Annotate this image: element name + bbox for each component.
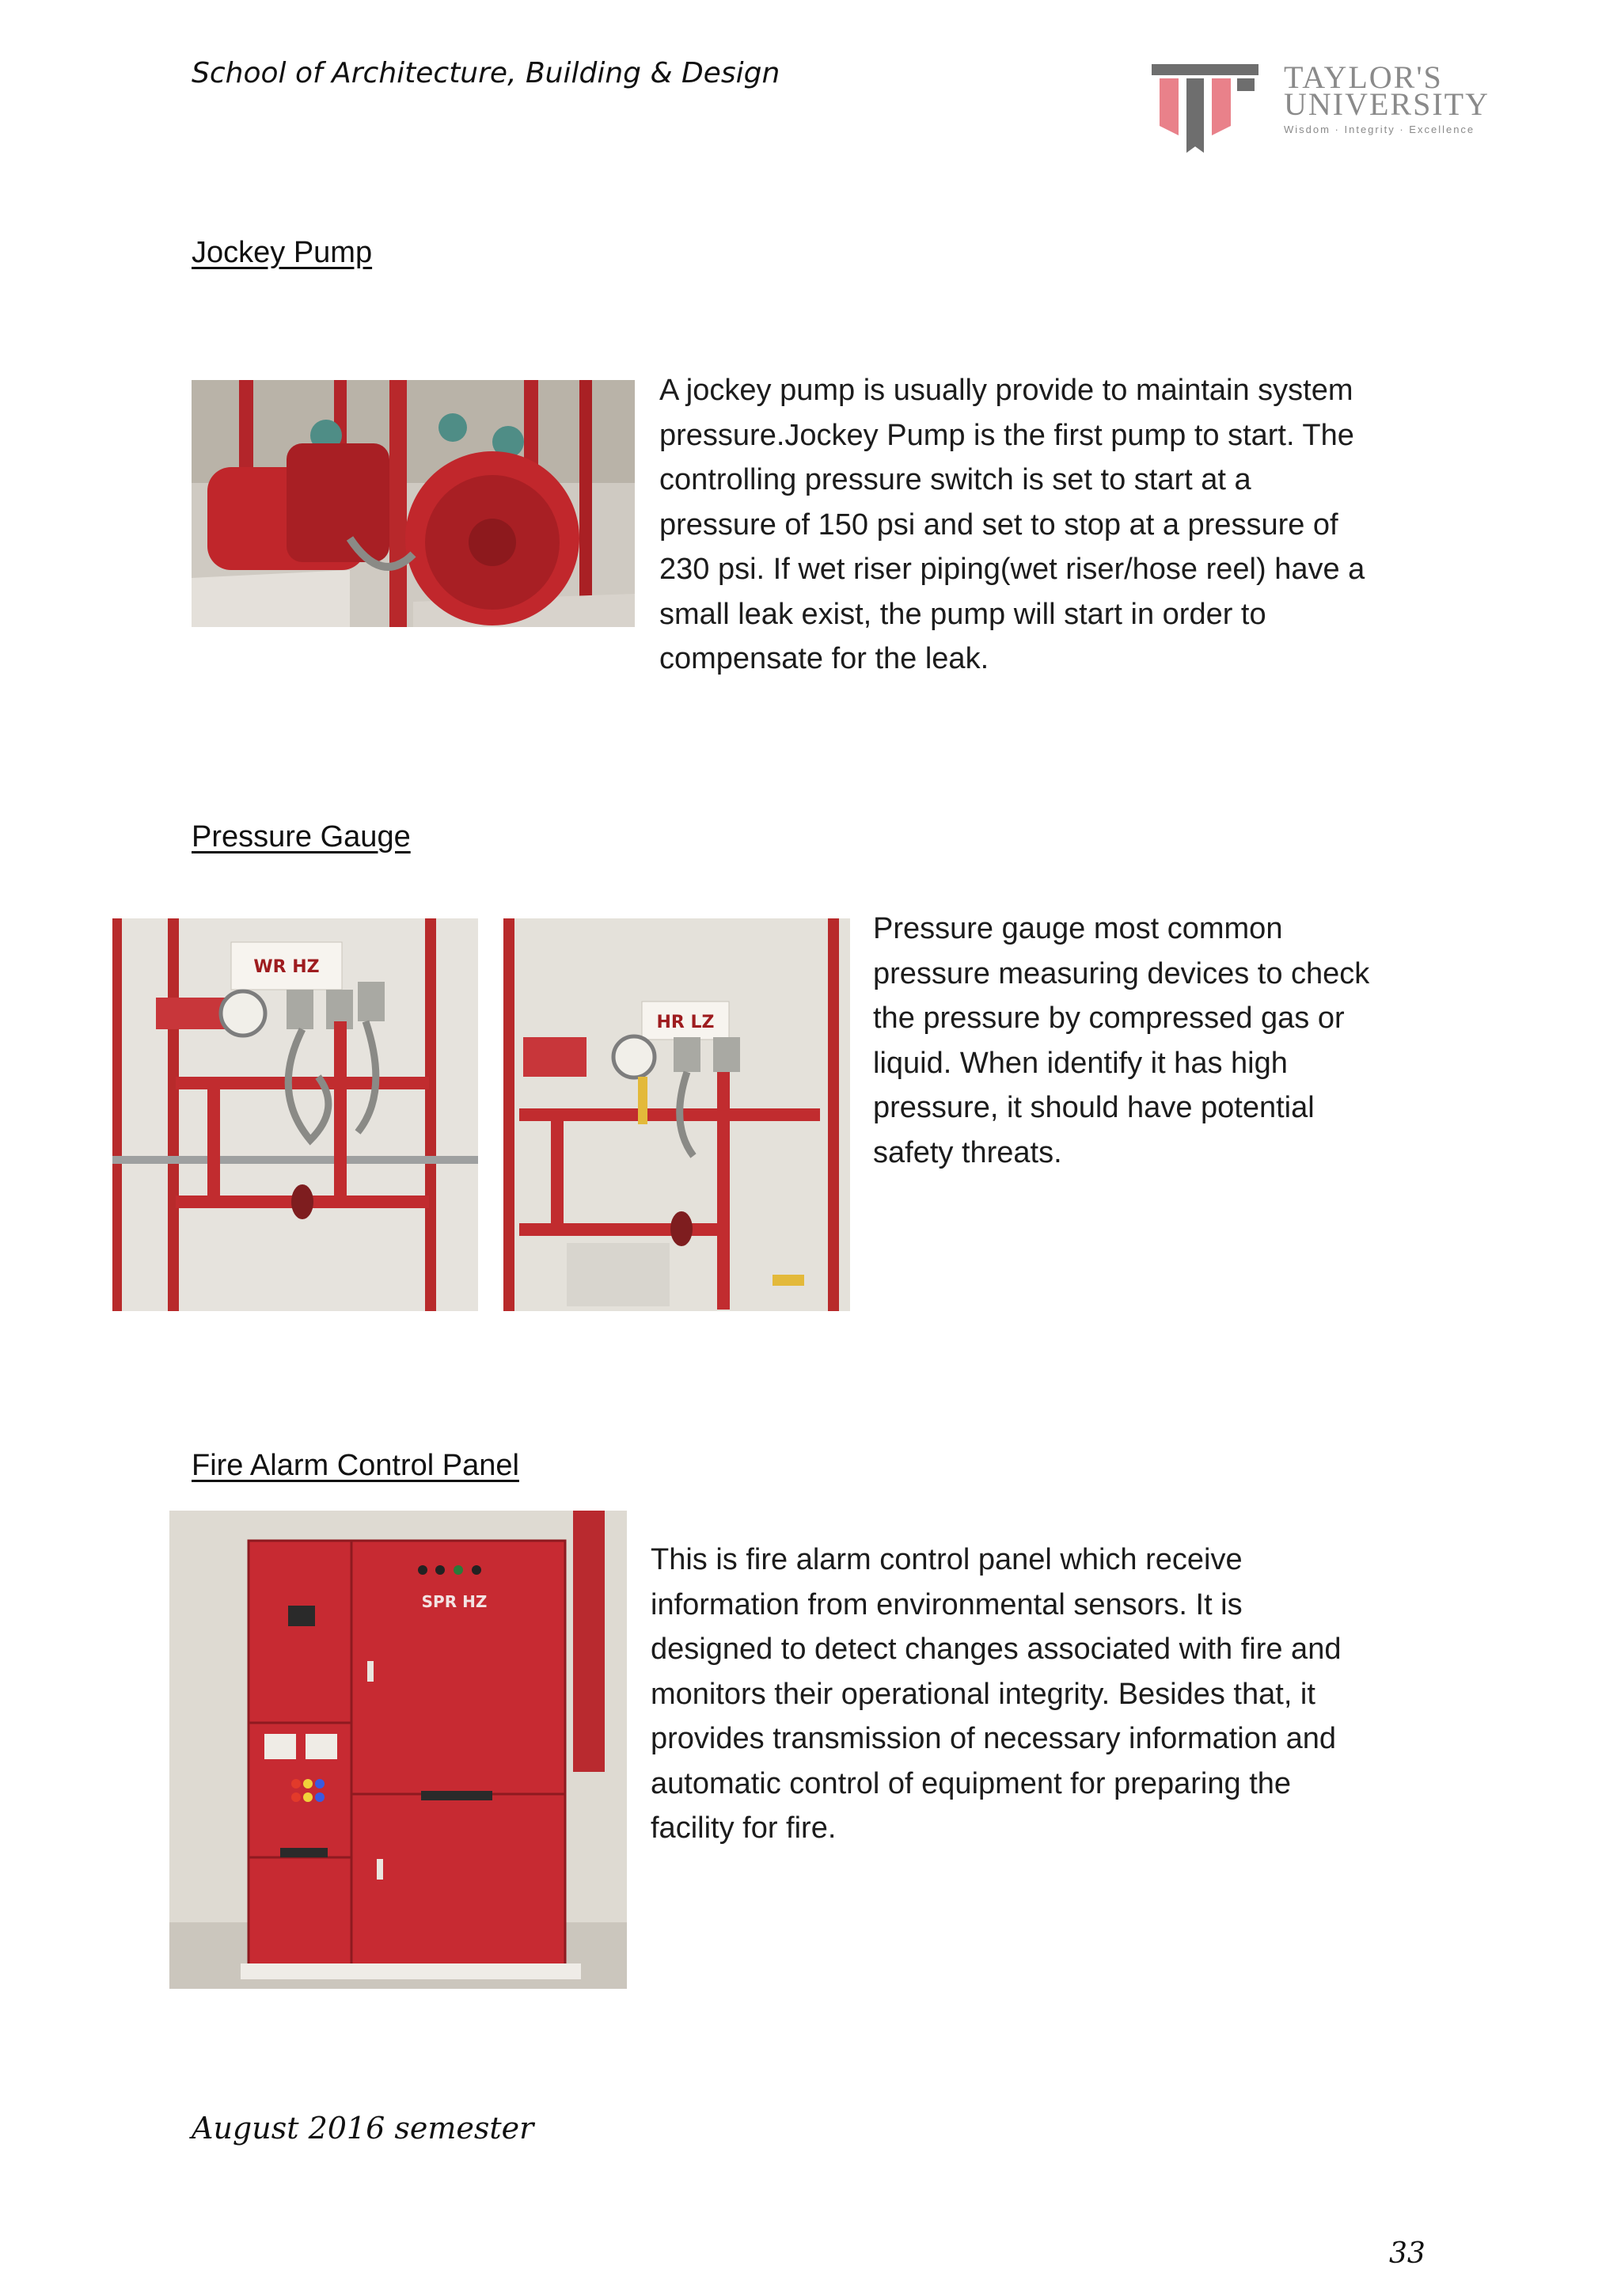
semester-footer: August 2016 semester <box>192 2111 534 2146</box>
text-line: monitors their operational integrity. Besides that, it <box>651 1677 1315 1711</box>
text-line: small leak exist, the pump will start in order to <box>659 597 1266 631</box>
logo-emblem-icon <box>1152 59 1286 154</box>
text-line: provides transmission of necessary information and <box>651 1722 1336 1755</box>
jockey-pump-description <box>659 368 1451 682</box>
text-line: A jockey pump is usually provide to maintain system <box>659 374 1353 407</box>
text-line: pressure measuring devices to check <box>873 956 1370 990</box>
logo-tagline: Wisdom · Integrity · Excellence <box>1284 124 1475 135</box>
text-line: 230 psi. If wet riser piping(wet riser/hose reel) have a <box>659 553 1365 586</box>
text-line: pressure of 150 psi and set to stop at a pressure of <box>659 507 1338 542</box>
logo-word-university: UNIVERSITY <box>1284 86 1490 122</box>
school-header: School of Architecture, Building & Design <box>192 57 780 89</box>
pressure-gauge-photo-left <box>112 918 478 1311</box>
gauge-sign-left: WR HZ <box>253 957 320 977</box>
page-number: 33 <box>1389 2237 1425 2270</box>
panel-label-text: SPR HZ <box>421 1592 488 1611</box>
text-line: controlling pressure switch is set to start at a <box>659 463 1251 496</box>
text-line: pressure, it should have potential <box>873 1091 1315 1124</box>
section-title-jockey-pump: Jockey Pump <box>192 236 373 269</box>
text-line: pressure.Jockey Pump is the first pump to start. The <box>659 418 1354 452</box>
text-line: liquid. When identify it has high <box>873 1046 1288 1080</box>
jockey-pump-photo <box>192 380 635 627</box>
text-line: Pressure gauge most common <box>873 912 1283 945</box>
logo-word-taylors: TAYLOR'S <box>1284 59 1443 95</box>
pressure-gauge-description <box>873 907 1522 1175</box>
text-line: designed to detect changes associated with fire and <box>651 1633 1342 1666</box>
gauge-sign-right: HR LZ <box>656 1013 715 1032</box>
section-title-fire-alarm-control-panel: Fire Alarm Control Panel <box>192 1449 519 1482</box>
text-line: compensate for the leak. <box>659 642 989 675</box>
text-line: information from environmental sensors. It is <box>651 1587 1243 1621</box>
text-line: the pressure by compressed gas or <box>873 1002 1345 1035</box>
text-line: automatic control of equipment for preparing the <box>651 1766 1292 1800</box>
text-line: safety threats. <box>873 1135 1062 1169</box>
pressure-gauge-photo-right <box>503 918 850 1311</box>
section-title-pressure-gauge: Pressure Gauge <box>192 820 411 853</box>
text-line: facility for fire. <box>651 1811 837 1845</box>
fire-alarm-control-panel-description <box>651 1538 1521 1851</box>
text-line: This is fire alarm control panel which receive <box>651 1543 1243 1576</box>
fire-alarm-control-panel-photo <box>169 1511 627 1989</box>
